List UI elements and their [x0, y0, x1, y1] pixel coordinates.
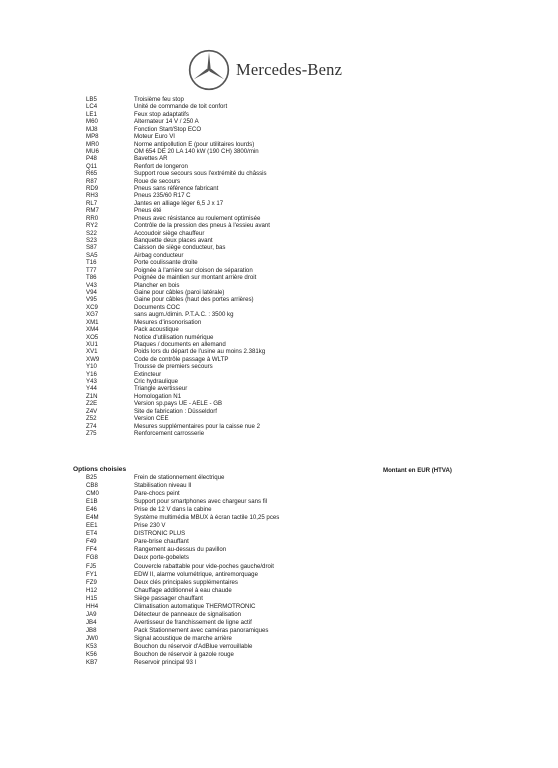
option-code: R65: [86, 170, 98, 178]
list-item: [0, 274, 558, 281]
option-description: Documents COC: [134, 303, 181, 311]
option-description: Bouchon du réservoir d'AdBlue verrouillable: [134, 642, 253, 650]
option-code: XU1: [86, 340, 98, 348]
list-item: [0, 595, 558, 603]
option-description: Troisième feu stop: [134, 96, 184, 103]
list-item: [0, 659, 558, 667]
list-item: [0, 538, 558, 546]
list-item: [0, 393, 558, 400]
option-description: Support pour smartphones avec chargeur sans fil: [134, 498, 268, 506]
option-code: Z74: [86, 422, 97, 430]
option-code: P48: [86, 155, 97, 163]
list-item: [0, 371, 558, 378]
option-description: Pare-chocs peint: [134, 490, 180, 498]
list-item: [0, 185, 558, 192]
list-item: [0, 259, 558, 266]
option-description: sans augm./dimin. P.T.A.C. : 3500 kg: [134, 311, 234, 319]
list-item: [0, 490, 558, 498]
list-item: [0, 506, 558, 514]
list-item: [0, 111, 558, 118]
list-item: [0, 148, 558, 155]
list-item: [0, 103, 558, 110]
option-code: V43: [86, 281, 97, 289]
list-item: [0, 341, 558, 348]
list-item: [0, 252, 558, 259]
option-description: Alternateur 14 V / 250 A: [134, 118, 199, 126]
list-item: [0, 296, 558, 303]
option-code: JB4: [86, 618, 97, 626]
list-item: [0, 348, 558, 355]
list-item: [0, 304, 558, 311]
option-code: M60: [86, 118, 98, 126]
option-code: Z1N: [86, 392, 98, 400]
option-description: Code de contrôle passage à WLTP: [134, 355, 229, 363]
option-code: Y44: [86, 385, 97, 393]
option-code: XO5: [86, 333, 99, 341]
list-item: [0, 554, 558, 562]
option-description: Bavettes AR: [134, 155, 168, 163]
option-description: Plancher en bois: [134, 281, 180, 289]
list-item: [0, 215, 558, 222]
option-code: JA9: [86, 610, 97, 618]
list-item: [0, 651, 558, 659]
option-description: Détecteur de panneaux de signalisation: [134, 610, 242, 618]
option-description: Moteur Euro VI: [134, 133, 175, 141]
options-list: [0, 474, 558, 667]
option-description: Support roue secours sous l'extrémité du châssis: [134, 170, 267, 178]
option-description: Deux porte-gobelets: [134, 554, 189, 562]
option-description: Version CEE: [134, 415, 169, 423]
option-description: Bouchon de réservoir à gazole rouge: [134, 651, 234, 659]
option-description: Extincteur: [134, 370, 162, 378]
option-code: EE1: [86, 522, 98, 530]
list-item: [0, 170, 558, 177]
option-description: Poignée à l'arrière sur cloison de séparation: [134, 266, 253, 274]
list-item: [0, 522, 558, 530]
list-item: [0, 378, 558, 385]
list-item: [0, 563, 558, 571]
list-item: [0, 498, 558, 506]
option-code: T16: [86, 259, 97, 267]
option-description: Chauffage additionnel à eau chaude: [134, 586, 232, 594]
option-code: Q11: [86, 162, 98, 170]
standard-equipment-list: [0, 96, 558, 437]
list-item: [0, 400, 558, 407]
list-item: [0, 587, 558, 595]
list-item: [0, 430, 558, 437]
option-code: Y43: [86, 378, 97, 386]
option-code: FZ9: [86, 578, 97, 586]
list-item: [0, 635, 558, 643]
option-description: Pneus sans référence fabricant: [134, 185, 219, 193]
option-code: H12: [86, 586, 98, 594]
option-description: DISTRONIC PLUS: [134, 530, 186, 538]
option-code: S87: [86, 244, 97, 252]
option-code: HH4: [86, 602, 99, 610]
list-item: [0, 96, 558, 103]
option-description: EDW II, alarme volumétrique, antiremorquage: [134, 570, 258, 578]
option-code: XW9: [86, 355, 100, 363]
option-description: Gaine pour câbles (haut des portes arrières): [134, 296, 254, 304]
option-description: Couvercle rabattable pour vide-poches gauche/droit: [134, 562, 274, 570]
option-description: Porte coulissante droite: [134, 259, 198, 267]
option-code: K53: [86, 642, 97, 650]
list-item: [0, 530, 558, 538]
amount-column-header: Montant en EUR (HTVA): [383, 467, 452, 474]
option-code: RH3: [86, 192, 99, 200]
list-item: [0, 356, 558, 363]
option-code: T77: [86, 266, 97, 274]
option-description: Pack acoustique: [134, 326, 179, 334]
option-code: KB7: [86, 659, 98, 667]
option-code: Z4V: [86, 407, 98, 415]
list-item: [0, 474, 558, 482]
list-item: [0, 408, 558, 415]
option-code: CM0: [86, 490, 99, 498]
option-code: LE1: [86, 110, 97, 118]
list-item: [0, 603, 558, 611]
option-description: Pare-brise chauffant: [134, 538, 189, 546]
option-code: FY1: [86, 570, 98, 578]
option-code: FG8: [86, 554, 98, 562]
option-description: Homologation N1: [134, 392, 182, 400]
option-description: Pneus été: [134, 207, 162, 215]
list-item: [0, 571, 558, 579]
list-item: [0, 155, 558, 162]
list-item: [0, 141, 558, 148]
option-code: B25: [86, 474, 97, 481]
option-description: Roue de secours: [134, 177, 181, 185]
list-item: [0, 627, 558, 635]
option-description: Notice d'utilisation numérique: [134, 333, 214, 341]
option-description: Système multimédia MBUX à écran tactile 10,25 pces: [134, 514, 280, 522]
option-description: Banquette deux places avant: [134, 237, 213, 245]
option-code: K56: [86, 651, 97, 659]
option-description: Trousse de premiers secours: [134, 363, 213, 371]
option-code: MJ8: [86, 125, 98, 133]
option-description: Jantes en alliage léger 6,5 J x 17: [134, 199, 224, 207]
option-code: ET4: [86, 530, 98, 538]
brand-name: Mercedes-Benz: [236, 60, 343, 79]
option-code: XM1: [86, 318, 99, 326]
option-code: XM4: [86, 326, 99, 334]
option-description: Plaques / documents en allemand: [134, 340, 226, 348]
option-description: Signal acoustique de marche arrière: [134, 634, 232, 642]
list-item: [0, 289, 558, 296]
list-item: [0, 546, 558, 554]
list-item: [0, 244, 558, 251]
list-item: [0, 514, 558, 522]
option-code: MU6: [86, 147, 99, 155]
option-description: Rangement au-dessus du pavillon: [134, 546, 227, 554]
option-description: Triangle avertisseur: [134, 385, 188, 393]
option-description: Climatisation automatique THERMOTRONIC: [134, 602, 256, 610]
option-code: Z52: [86, 415, 97, 423]
option-code: XG7: [86, 311, 99, 319]
list-item: [0, 230, 558, 237]
option-description: Mesures supplémentaires pour la caisse nue 2: [134, 422, 261, 430]
option-description: Pneus 235/60 R17 C: [134, 192, 191, 200]
option-description: Stabilisation niveau II: [134, 482, 192, 490]
option-description: Mesures d'insonorisation: [134, 318, 202, 326]
option-description: Prise 230 V: [134, 522, 166, 530]
list-item: [0, 423, 558, 430]
list-item: [0, 363, 558, 370]
mercedes-star-logo-icon: [188, 49, 230, 91]
option-description: Cric hydraulique: [134, 378, 179, 386]
option-description: Gaine pour câbles (paroi latérale): [134, 288, 225, 296]
list-item: [0, 619, 558, 627]
list-item: [0, 222, 558, 229]
list-item: [0, 319, 558, 326]
option-code: Z75: [86, 429, 97, 437]
list-item: [0, 267, 558, 274]
list-item: [0, 178, 558, 185]
option-description: Pack Stationnement avec caméras panoramiques: [134, 626, 269, 634]
list-item: [0, 482, 558, 490]
option-code: F49: [86, 538, 97, 546]
option-description: Avertisseur de franchissement de ligne actif: [134, 618, 252, 626]
option-description: OM 654 DE 20 LA 140 kW (190 CH) 3800/min: [134, 147, 259, 155]
option-code: Z2E: [86, 400, 98, 408]
option-description: Unité de commande de toit confort: [134, 103, 228, 111]
list-item: [0, 311, 558, 318]
option-description: Renfort de longeron: [134, 162, 188, 170]
list-item: [0, 282, 558, 289]
list-item: [0, 133, 558, 140]
list-item: [0, 207, 558, 214]
option-description: Accoudoir siège chauffeur: [134, 229, 205, 237]
option-code: MR0: [86, 140, 99, 148]
list-item: [0, 385, 558, 392]
option-code: XC9: [86, 303, 98, 311]
option-description: Contrôle de la pression des pneus à l'essieu avant: [134, 222, 270, 230]
option-code: JB8: [86, 626, 97, 634]
option-code: MP8: [86, 133, 99, 141]
list-item: [0, 118, 558, 125]
option-code: S23: [86, 237, 97, 245]
option-code: XV1: [86, 348, 98, 356]
list-item: [0, 579, 558, 587]
list-item: [0, 200, 558, 207]
option-code: LB5: [86, 96, 97, 103]
option-code: Y10: [86, 363, 97, 371]
list-item: [0, 643, 558, 651]
option-code: R87: [86, 177, 98, 185]
option-description: Caisson de siège conducteur, bas: [134, 244, 226, 252]
option-code: RM7: [86, 207, 99, 215]
option-code: CB8: [86, 482, 98, 490]
brand-header: [188, 48, 342, 92]
option-code: SA5: [86, 251, 98, 259]
option-code: RR0: [86, 214, 99, 222]
option-code: FF4: [86, 546, 97, 554]
list-item: [0, 237, 558, 244]
option-description: Reservoir principal 93 l: [134, 659, 196, 667]
option-code: RL7: [86, 199, 98, 207]
option-description: Frein de stationnement électrique: [134, 474, 225, 481]
option-code: E1B: [86, 498, 98, 506]
options-section-title: Options choisies: [73, 466, 127, 473]
option-code: LC4: [86, 103, 98, 111]
option-description: Siège passager chauffant: [134, 594, 204, 602]
option-description: Feux stop adaptatifs: [134, 110, 189, 118]
option-description: Prise de 12 V dans la cabine: [134, 506, 212, 514]
option-code: JW0: [86, 634, 99, 642]
option-code: E4M: [86, 514, 99, 522]
option-description: Airbag conducteur: [134, 251, 184, 259]
list-item: [0, 611, 558, 619]
option-code: V94: [86, 288, 97, 296]
option-description: Fonction Start/Stop ECO: [134, 125, 202, 133]
option-code: S22: [86, 229, 97, 237]
option-code: Y16: [86, 370, 97, 378]
option-code: E46: [86, 506, 97, 514]
list-item: [0, 326, 558, 333]
list-item: [0, 192, 558, 199]
option-code: RY2: [86, 222, 98, 230]
option-description: Poignée de maintien sur montant arrière droit: [134, 274, 257, 282]
option-code: RD9: [86, 185, 99, 193]
list-item: [0, 163, 558, 170]
list-item: [0, 334, 558, 341]
list-item: [0, 415, 558, 422]
option-description: Deux clés principales supplémentaires: [134, 578, 238, 586]
option-description: Renforcement carrosserie: [134, 429, 205, 437]
option-description: Pneus avec résistance au roulement optimisée: [134, 214, 261, 222]
list-item: [0, 126, 558, 133]
option-description: Poids lors du départ de l'usine au moins 2.381kg: [134, 348, 266, 356]
option-description: Site de fabrication : Düsseldorf: [134, 407, 217, 415]
option-description: Norme antipollution E (pour utilitaires lourds): [134, 140, 255, 148]
option-code: H15: [86, 594, 98, 602]
option-code: V95: [86, 296, 97, 304]
option-code: FJ5: [86, 562, 97, 570]
option-code: T86: [86, 274, 97, 282]
option-description: Version sp.pays UE - AELE - GB: [134, 400, 223, 408]
